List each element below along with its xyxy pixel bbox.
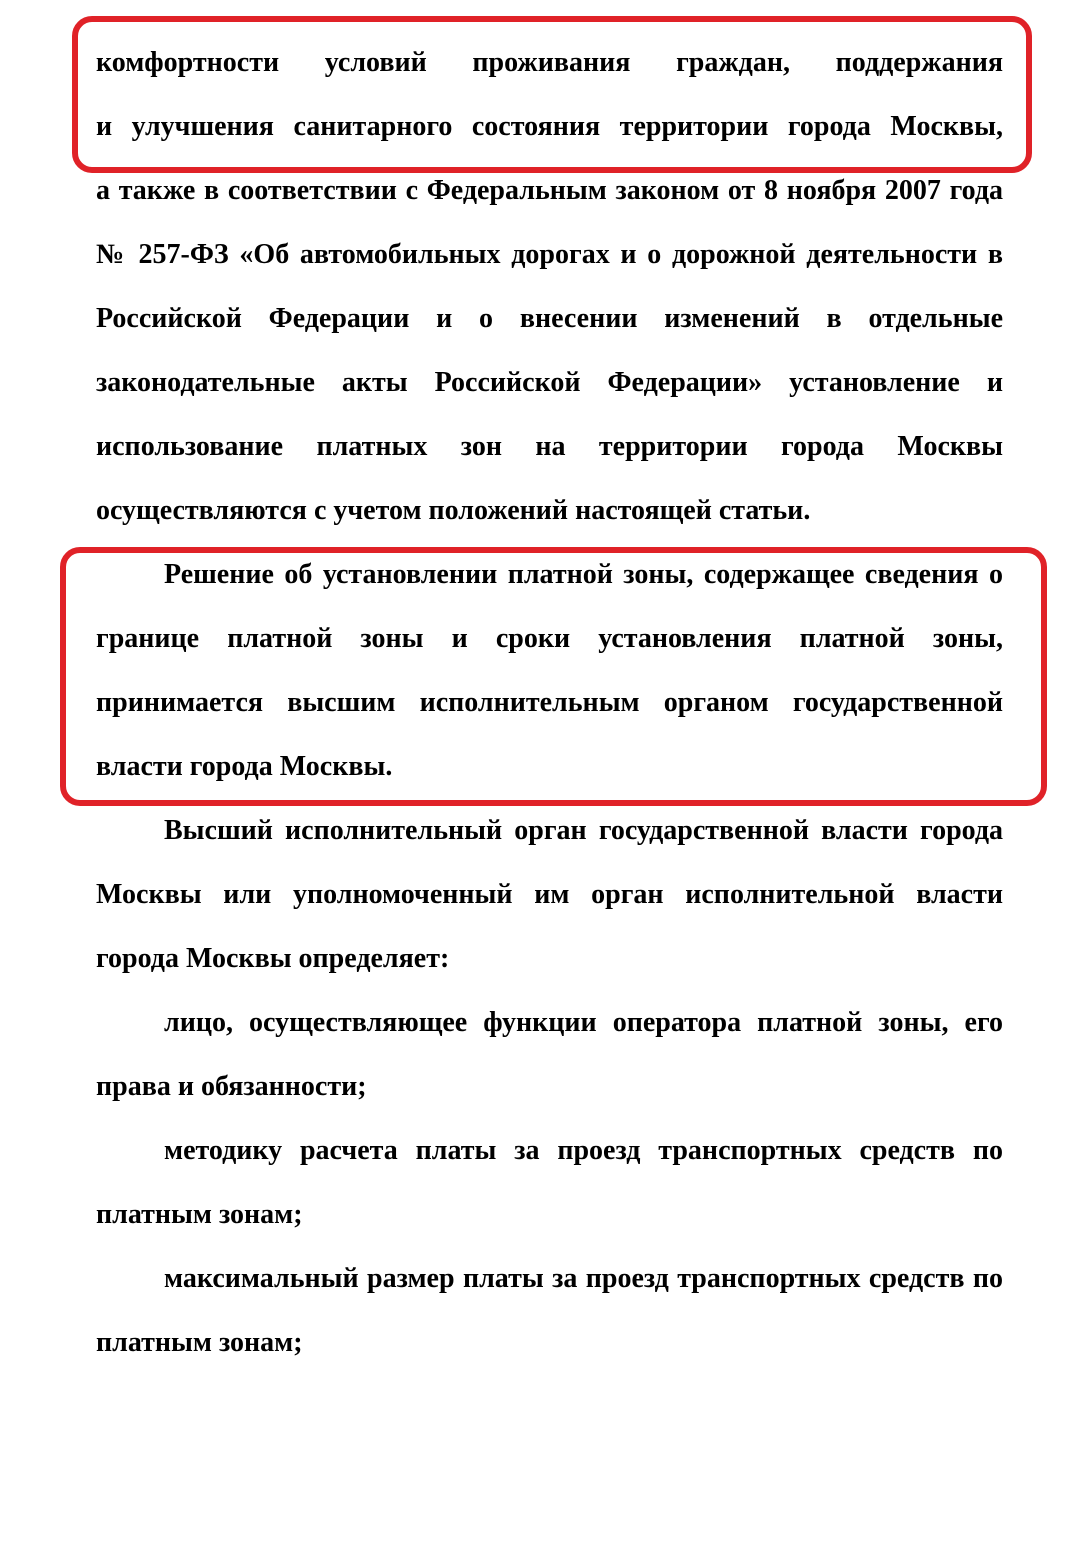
text-line: Российской Федерации и о внесении изменений в отдельные — [96, 303, 1003, 334]
text-line: законодательные акты Российской Федерации» установление и — [96, 367, 1003, 398]
text-line: границе платной зоны и сроки установления платной зоны, — [96, 623, 1003, 654]
text-line: Высший исполнительный орган государственной власти города — [164, 815, 1003, 846]
text-line: власти города Москвы. — [96, 751, 393, 782]
text-line: максимальный размер платы за проезд транспортных средств по — [164, 1263, 1003, 1294]
paragraph — [96, 991, 1003, 1119]
paragraph — [96, 1119, 1003, 1247]
document-text — [96, 31, 1003, 1375]
text-line: платным зонам; — [96, 1199, 303, 1230]
text-line: методику расчета платы за проезд транспортных средств по — [164, 1135, 1003, 1166]
paragraph — [96, 1247, 1003, 1375]
text-line: осуществляются с учетом положений настоящей статьи. — [96, 495, 811, 526]
paragraph — [96, 799, 1003, 991]
text-line: а также в соответствии с Федеральным законом от 8 ноября 2007 года — [96, 175, 1003, 206]
text-line: права и обязанности; — [96, 1071, 367, 1102]
text-line: № 257-ФЗ «Об автомобильных дорогах и о дорожной деятельности в — [96, 239, 1003, 270]
text-line: использование платных зон на территории города Москвы — [96, 431, 1003, 462]
text-line: Москвы или уполномоченный им орган исполнительной власти — [96, 879, 1003, 910]
text-line: лицо, осуществляющее функции оператора платной зоны, его — [164, 1007, 1003, 1038]
paragraph — [96, 31, 1003, 543]
text-line: принимается высшим исполнительным органом государственной — [96, 687, 1003, 718]
text-line: и улучшения санитарного состояния территории города Москвы, — [96, 111, 1003, 142]
text-line: комфортности условий проживания граждан, поддержания — [96, 47, 1003, 78]
paragraph — [96, 543, 1003, 799]
text-line: платным зонам; — [96, 1327, 303, 1358]
text-line: города Москвы определяет: — [96, 943, 450, 974]
text-line: Решение об установлении платной зоны, содержащее сведения о — [164, 559, 1003, 590]
